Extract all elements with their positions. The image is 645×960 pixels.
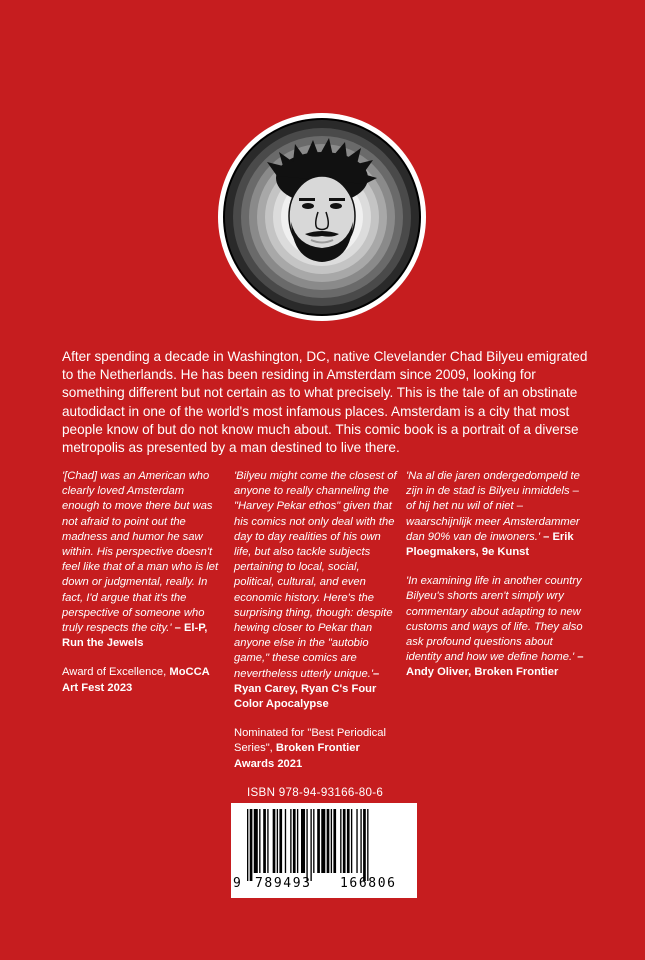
barcode-bar (306, 809, 307, 881)
barcode-bar (293, 809, 296, 873)
barcode-bar (277, 809, 278, 873)
review-quote: '[Chad] was an American who clearly loved Amsterdam enough to move there but was not afraid to point out the madness and humor he saw within. His perspective doesn't feel like that of a man who is let down or judgmental, really. In fact, I'd argue that it's the perspective of someone who truly respects the city.' – El-P, Run the Jewels (62, 470, 219, 650)
barcode-bar (333, 809, 336, 873)
barcode (231, 803, 417, 898)
review-source: – El-P, Run the Jewels (62, 622, 208, 650)
review-column-3 (406, 469, 588, 681)
barcode-bar (290, 809, 291, 873)
review-source: – Erik Ploegmakers, 9e Kunst (406, 530, 574, 559)
barcode-digits-left: 789493 (255, 876, 312, 891)
review-source: – Ryan Carey, Ryan C's Four Color Apocalypse (234, 667, 380, 711)
barcode-digits-right: 166806 (340, 876, 397, 891)
barcode-bar (360, 809, 361, 873)
barcode-bar (351, 809, 352, 873)
barcode-bar (356, 809, 357, 873)
review-column-1 (62, 469, 220, 696)
barcode-bar (285, 809, 286, 873)
barcode-bar (259, 809, 260, 873)
barcode-bar (247, 809, 248, 881)
barcode-bar (367, 809, 368, 881)
award-note: Nominated for "Best Periodical Series", Broken Frontier Awards 2021 (234, 727, 386, 770)
barcode-bar (321, 809, 325, 873)
review-source: – Andy Oliver, Broken Frontier (406, 651, 584, 679)
barcode-digit-first: 9 (233, 876, 241, 891)
author-portrait (193, 112, 451, 322)
barcode-bar (363, 809, 366, 881)
barcode-bars (239, 809, 409, 881)
barcode-bar (301, 809, 305, 873)
barcode-bar (273, 809, 276, 873)
barcode-bar (331, 809, 332, 873)
barcode-bar (343, 809, 346, 873)
barcode-bar (327, 809, 330, 873)
review-quote: 'In examining life in another country Bilyeu's shorts aren't simply wry commentary about adapting to new customs and ways of life. They also ask profound questions about identity and how we define home.' – Andy Oliver, Broken Frontier (406, 575, 584, 679)
barcode-bar (267, 809, 268, 873)
barcode-bar (347, 809, 350, 873)
review-quote: 'Na al die jaren ondergedompeld te zijn in de stad is Bilyeu inmiddels – of hij het nu wil of niet – waarschijnlijk meer Amsterdammer dan 90% van de inwoners.' – Erik Ploegmakers, 9e Kunst (406, 470, 580, 559)
barcode-bar (340, 809, 341, 873)
award-note: Award of Excellence, MoCCA Art Fest 2023 (62, 666, 210, 694)
review-column-2 (234, 469, 398, 772)
barcode-bar (254, 809, 258, 873)
barcode-bar (310, 809, 311, 881)
barcode-bar (279, 809, 282, 873)
barcode-bar (263, 809, 266, 873)
barcode-bar (313, 809, 314, 873)
barcode-bar (297, 809, 298, 873)
review-quote: 'Bilyeu might come the closest of anyone to really channeling the "Harvey Pekar ethos" given that his comics not only deal with the day to day realities of his own life, but also tackle subjects pertaining to local, social, political, cultural, and even economic history. Here's the surprising thing, though: despite hewing closer to Pekar than anyone else in the "autobio game," these comics are nevertheless utterly unique.'– Ryan Carey, Ryan C's Four Color Apocalypse (234, 470, 397, 711)
barcode-bar (317, 809, 320, 873)
isbn-number: ISBN 978-94-93166-80-6 (247, 786, 384, 799)
barcode-bar (250, 809, 253, 881)
description-blurb: After spending a decade in Washington, DC, native Clevelander Chad Bilyeu emigrated to the Netherlands. He has been residing in Amsterdam since 2009, looking for something different but not certain as to what precisely. This is the tale of an obstinate autodidact in one of the world's most infamous places. Amsterdam is a city that most people know of but do not know much about. This comic book is a portrait of a diverse metropolis as presented by a man destined to live there. (62, 349, 588, 456)
